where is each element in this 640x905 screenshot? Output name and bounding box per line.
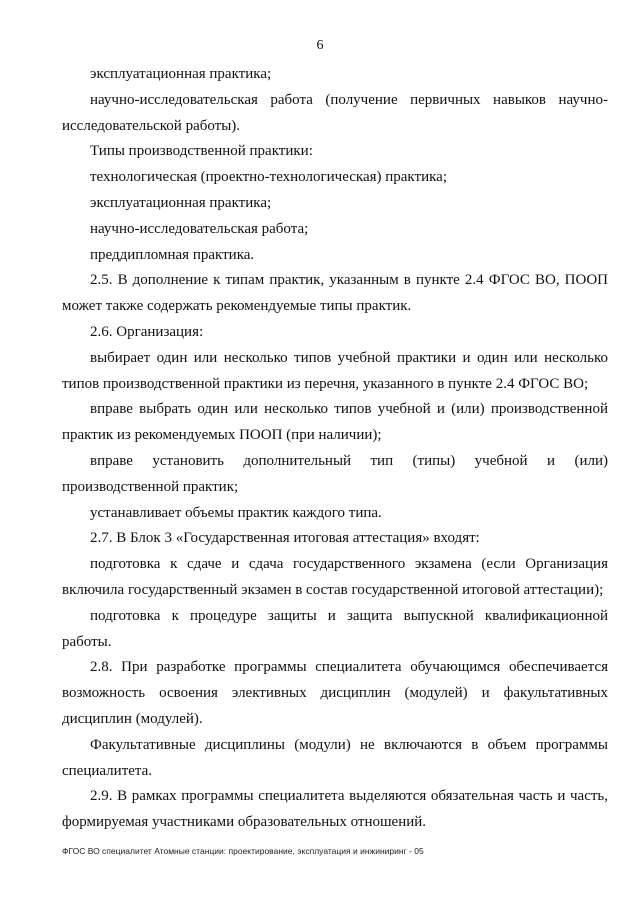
- paragraph: 2.8. При разработке программы специалитета обучающимся обеспечивается возможность освоения элективных дисциплин (модулей) и факультативных дисциплин (модулей).: [62, 659, 608, 727]
- page-number: 6: [316, 38, 324, 53]
- paragraph: подготовка к процедуре защиты и защита выпускной квалификационной работы.: [62, 607, 608, 650]
- paragraph: Типы производственной практики:: [90, 143, 313, 160]
- paragraph: 2.6. Организация:: [90, 323, 204, 340]
- paragraph: 2.7. В Блок 3 «Государственная итоговая аттестация» входят:: [90, 530, 480, 547]
- paragraph: эксплуатационная практика;: [90, 66, 272, 82]
- paragraph: научно-исследовательская работа;: [90, 220, 309, 237]
- paragraph: эксплуатационная практика;: [90, 194, 272, 211]
- paragraph: Факультативные дисциплины (модули) не включаются в объем программы специалитета.: [62, 736, 608, 779]
- paragraph: 2.5. В дополнение к типам практик, указанным в пункте 2.4 ФГОС ВО, ПООП может также содержать рекомендуемые типы практик.: [62, 272, 608, 315]
- paragraph: устанавливает объемы практик каждого типа.: [90, 504, 382, 521]
- paragraph: подготовка к сдаче и сдача государственного экзамена (если Организация включила государственный экзамен в состав государственной итоговой аттестации);: [62, 556, 608, 598]
- paragraph: преддипломная практика.: [90, 246, 255, 263]
- paragraph: научно-исследовательская работа (получение первичных навыков научно-исследовательской работы).: [62, 91, 608, 134]
- paragraph: выбирает один или несколько типов учебной практики и один или несколько типов производственной практики из перечня, указанного в пункте 2.4 ФГОС ВО;: [62, 349, 608, 392]
- paragraph: технологическая (проектно-технологическая) практика;: [90, 169, 447, 186]
- document-body: [62, 62, 608, 836]
- paragraph: вправе установить дополнительный тип (типы) учебной и (или) производственной практик;: [62, 452, 608, 495]
- paragraph: вправе выбрать один или несколько типов учебной и (или) производственной практик из рекомендуемых ПООП (при наличии);: [62, 401, 608, 444]
- paragraph: 2.9. В рамках программы специалитета выделяются обязательная часть и часть, формируемая участниками образовательных отношений.: [62, 788, 608, 831]
- page-footer: ФГОС ВО специалитет Атомные станции: проектирование, эксплуатация и инжиниринг - 05: [62, 846, 424, 856]
